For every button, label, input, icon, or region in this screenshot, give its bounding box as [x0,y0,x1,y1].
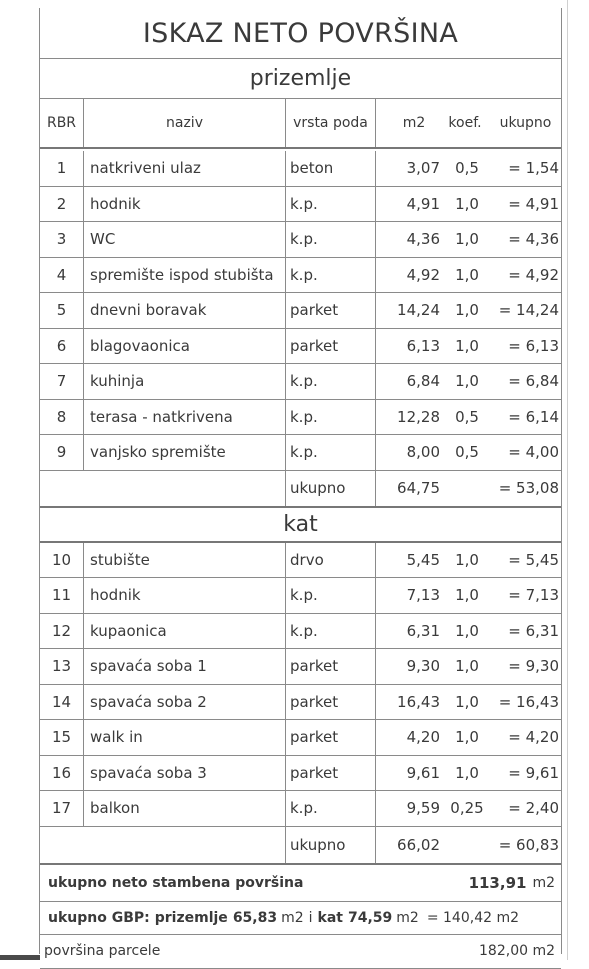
cell-rbr: 14 [40,685,84,720]
cell-naziv: kupaonica [84,614,286,649]
cell-ukupno: = 6,14 [508,407,559,426]
page-bottom-bar [0,955,40,960]
cell-naziv: terasa - natkrivena [84,400,286,435]
cell-vrsta: k.p. [286,614,376,649]
cell-ukupno: = 5,45 [508,550,559,569]
table-row [40,364,561,400]
col-header-naziv: naziv [84,99,286,147]
subtotal-m2: 66,02 [397,835,440,854]
cell-ukupno: = 14,24 [498,301,559,320]
cell-rbr: 10 [40,543,84,578]
cell-rbr: 6 [40,329,84,364]
cell-ukupno: = 2,40 [508,799,559,818]
subtotal-label: ukupno [286,827,376,863]
total-neto-value-group [420,865,555,901]
cell-rbr: 16 [40,756,84,791]
cell-koef: 1,0 [455,763,479,782]
cell-vrsta: beton [286,151,376,186]
area-table [39,8,562,959]
cell-rbr: 4 [40,258,84,293]
cell-ukupno: = 4,20 [508,728,559,747]
section-title-prizemlje: prizemlje [249,66,352,91]
cell-koef: 1,0 [455,336,479,355]
cell-vrsta: k.p. [286,435,376,470]
cell-koef: 1,0 [455,550,479,569]
cell-m2: 5,45 [406,550,440,569]
subtotal-ukupno: = 60,83 [498,835,559,854]
table-row [40,720,561,756]
cell-koef: 1,0 [455,586,479,605]
gbp-kat-label: kat [317,909,343,926]
col-header-vrsta: vrsta poda [286,99,376,147]
cell-vrsta: parket [286,329,376,364]
cell-vrsta: k.p. [286,258,376,293]
cell-vrsta: parket [286,685,376,720]
cell-vrsta: parket [286,720,376,755]
table-row [40,649,561,685]
cell-m2: 16,43 [397,692,440,711]
section-header-row [40,59,561,99]
cell-ukupno: = 4,92 [508,265,559,284]
cell-koef: 1,0 [455,657,479,676]
cell-rbr: 12 [40,614,84,649]
gbp-unit-2: m2 [396,909,419,926]
cell-vrsta: parket [286,293,376,328]
cell-koef: 0,25 [450,799,484,818]
cell-rbr: 8 [40,400,84,435]
cell-koef: 1,0 [455,728,479,747]
cell-rbr: 3 [40,222,84,257]
col-header-koef: koef. [448,115,482,131]
cell-koef: 1,0 [455,692,479,711]
parcela-value: 182,00 m2 [479,943,555,959]
page-edge-line [567,0,568,960]
parcela-row [40,935,561,969]
cell-koef: 1,0 [455,230,479,249]
subtotal-blank [40,471,286,506]
table-row [40,151,561,187]
gbp-prizemlje-value: 65,83 [232,909,278,926]
cell-ukupno: = 4,00 [508,443,559,462]
cell-vrsta: k.p. [286,222,376,257]
gbp-kat-value: 74,59 [348,909,393,926]
subtotal-m2: 64,75 [397,479,440,497]
cell-koef: 0,5 [455,407,479,426]
cell-ukupno: = 1,54 [508,159,559,178]
gbp-separator: i [308,909,313,926]
cell-vrsta: parket [286,649,376,684]
cell-m2: 6,13 [406,336,440,355]
subtotal-row [40,827,561,865]
table-title-row [40,8,561,59]
total-neto-label: ukupno neto stambena površina [48,874,304,891]
table-row [40,756,561,792]
cell-koef: 1,0 [455,372,479,391]
cell-m2: 6,84 [406,372,440,391]
cell-naziv: walk in [84,720,286,755]
cell-rbr: 2 [40,187,84,222]
cell-m2: 7,13 [406,586,440,605]
cell-rbr: 13 [40,649,84,684]
subtotal-blank [40,827,286,863]
cell-m2: 9,59 [406,799,440,818]
gbp-label: ukupno GBP: [48,909,150,926]
cell-rbr: 17 [40,791,84,826]
cell-koef: 0,5 [455,159,479,178]
cell-rbr: 1 [40,151,84,186]
subtotal-label: ukupno [286,471,376,506]
total-gbp-line [48,902,563,934]
cell-vrsta: k.p. [286,578,376,613]
gbp-result: = 140,42 m2 [426,909,520,926]
table-row [40,685,561,721]
cell-ukupno: = 6,84 [508,372,559,391]
cell-m2: 4,91 [406,194,440,213]
cell-naziv: balkon [84,791,286,826]
cell-m2: 14,24 [397,301,440,320]
cell-vrsta: k.p. [286,187,376,222]
column-header-row [40,99,561,149]
cell-rbr: 9 [40,435,84,470]
cell-naziv: vanjsko spremište [84,435,286,470]
cell-m2: 6,31 [406,621,440,640]
table-row [40,543,561,579]
table-title: ISKAZ NETO POVRŠINA [142,17,459,49]
cell-m2: 9,30 [406,657,440,676]
cell-vrsta: k.p. [286,364,376,399]
cell-naziv: WC [84,222,286,257]
table-row [40,400,561,436]
cell-naziv: hodnik [84,578,286,613]
cell-naziv: spavaća soba 3 [84,756,286,791]
cell-rbr: 15 [40,720,84,755]
cell-ukupno: = 6,13 [508,336,559,355]
total-gbp-row [40,902,561,935]
cell-koef: 1,0 [455,621,479,640]
cell-naziv: stubište [84,543,286,578]
cell-koef: 1,0 [455,301,479,320]
cell-vrsta: drvo [286,543,376,578]
parcela-label: površina parcele [44,943,161,959]
cell-ukupno: = 9,30 [508,657,559,676]
table-row [40,187,561,223]
total-neto-value: 113,91 [468,873,527,892]
cell-naziv: spremište ispod stubišta [84,258,286,293]
table-row [40,791,561,827]
table-row [40,329,561,365]
cell-koef: 1,0 [455,265,479,284]
subtotal-row [40,471,561,508]
cell-naziv: hodnik [84,187,286,222]
table-row [40,293,561,329]
cell-m2: 9,61 [406,763,440,782]
cell-m2: 4,20 [406,728,440,747]
col-header-ukupno: ukupno [499,115,552,131]
table-row [40,435,561,471]
gbp-prizemlje-label: prizemlje [154,909,228,926]
col-header-rbr: RBR [40,99,84,147]
section-title-kat: kat [283,511,318,537]
cell-m2: 12,28 [397,407,440,426]
table-row [40,258,561,294]
cell-ukupno: = 16,43 [498,692,559,711]
section-header-row [40,508,561,543]
cell-rbr: 7 [40,364,84,399]
cell-vrsta: parket [286,756,376,791]
table-row [40,222,561,258]
cell-rbr: 11 [40,578,84,613]
cell-vrsta: k.p. [286,400,376,435]
cell-m2: 8,00 [406,443,440,462]
total-neto-row [40,865,561,902]
table-row [40,614,561,650]
col-header-m2: m2 [402,115,426,131]
cell-vrsta: k.p. [286,791,376,826]
cell-ukupno: = 4,91 [508,194,559,213]
cell-naziv: dnevni boravak [84,293,286,328]
cell-m2: 4,92 [406,265,440,284]
total-neto-unit: m2 [532,874,555,891]
cell-naziv: spavaća soba 2 [84,685,286,720]
cell-m2: 4,36 [406,230,440,249]
cell-ukupno: = 7,13 [508,586,559,605]
subtotal-ukupno: = 53,08 [498,479,559,497]
cell-ukupno: = 4,36 [508,230,559,249]
cell-naziv: kuhinja [84,364,286,399]
cell-ukupno: = 6,31 [508,621,559,640]
cell-rbr: 5 [40,293,84,328]
cell-naziv: natkriveni ulaz [84,151,286,186]
cell-ukupno: = 9,61 [508,763,559,782]
table-row [40,578,561,614]
cell-m2: 3,07 [406,159,440,178]
cell-koef: 0,5 [455,443,479,462]
gbp-unit-1: m2 [281,909,304,926]
cell-naziv: blagovaonica [84,329,286,364]
cell-naziv: spavaća soba 1 [84,649,286,684]
cell-koef: 1,0 [455,194,479,213]
